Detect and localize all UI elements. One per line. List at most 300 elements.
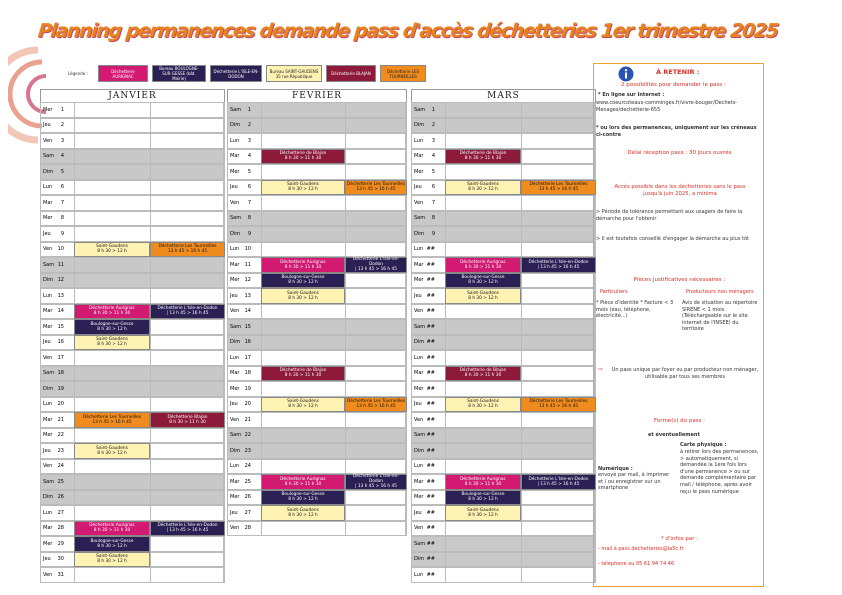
event-location: Déchetterie Les Tourneilles [347, 182, 405, 188]
slot-afternoon [522, 134, 595, 148]
event-hours: 8 h 30 > 11 h 30 [284, 156, 322, 162]
event-hours: 8 h 30 > 11 h 30 [169, 419, 206, 425]
day-label [228, 367, 262, 381]
event-hours: | 13 h 45 > 16 h 45 [537, 264, 580, 270]
day-number: 4 [60, 153, 64, 160]
day-label [41, 460, 75, 474]
day-number: ## [426, 385, 435, 392]
event-hours: 13 h 45 > 16 h 45 [538, 187, 579, 193]
day-row [40, 397, 225, 413]
slot-morning [446, 460, 522, 474]
event-tourneilles [345, 397, 407, 413]
slot-morning [262, 382, 346, 396]
slot-morning [446, 227, 522, 241]
slot-afternoon [151, 289, 224, 303]
event-aurignac [74, 521, 150, 537]
day-number: ## [426, 463, 435, 470]
day-row [227, 195, 407, 211]
day-label [412, 367, 446, 381]
slot-afternoon [522, 506, 595, 520]
delay-text: Délai réception pass : 30 jours ouvrés [627, 150, 732, 156]
event-location: Boulogne-sur-Gesse [281, 275, 325, 281]
event-location: Déchetterie Aurignac [460, 476, 506, 482]
slot-morning [446, 336, 522, 350]
slot-morning [262, 134, 346, 148]
day-row [227, 242, 407, 258]
numerique-text: envoyé par mail, à imprimer et / ou enregistrer sur un smartphone [598, 472, 670, 492]
event-hours: | 13 h 45 > 16 h 45 [537, 481, 580, 487]
day-number: ## [426, 571, 435, 578]
event-location: Déchetterie de Blajan [279, 368, 327, 374]
day-label [228, 196, 262, 210]
contact-phone[interactable]: - téléphone au 05 61 94 74 46 [598, 561, 675, 567]
slot-morning [75, 258, 151, 272]
day-row [411, 118, 596, 134]
day-name: Mar [230, 153, 240, 160]
slot-afternoon [522, 553, 595, 567]
slot-afternoon [151, 150, 224, 164]
day-label [41, 429, 75, 443]
event-boulogne [261, 273, 345, 289]
event-stgaudens [74, 242, 150, 258]
slot-afternoon [151, 274, 224, 288]
event-location: Saint-Gaudens [467, 507, 499, 513]
day-row [411, 412, 596, 428]
day-label [228, 320, 262, 334]
day-name: Sam [414, 432, 426, 439]
day-name: Dim [230, 122, 241, 129]
slot-morning [446, 382, 522, 396]
day-number: 13 [57, 292, 64, 299]
event-stgaudens [74, 552, 150, 568]
slot-afternoon [522, 460, 595, 474]
event-location: Déchetterie L'Isle-en-Dodon [528, 476, 589, 482]
slot-afternoon [151, 165, 224, 179]
event-location: Déchetterie Les Tourneilles [83, 414, 141, 420]
day-name: Dim [414, 339, 425, 346]
slot-afternoon [522, 243, 595, 257]
day-name: Lun [43, 509, 53, 516]
day-label [41, 568, 75, 582]
info-panel [593, 63, 764, 587]
day-name: Jeu [43, 339, 51, 346]
event-hours: 13 h 45 > 16 h 45 [167, 249, 208, 255]
slot-afternoon [522, 212, 595, 226]
day-number: 9 [431, 230, 435, 237]
event-hours: 8 h 30 > 11 h 30 [93, 528, 131, 534]
day-row [40, 288, 225, 304]
event-hours: 8 h 30 > 11 h 30 [464, 373, 502, 379]
day-row [40, 428, 225, 444]
day-name: Lun [230, 246, 240, 253]
day-label [228, 119, 262, 133]
day-number: 4 [247, 153, 251, 160]
slot-afternoon [346, 103, 406, 117]
day-number: 18 [57, 370, 64, 377]
day-number: 28 [244, 525, 251, 532]
day-label [41, 320, 75, 334]
event-hours: 8 h 30 > 12 h [468, 187, 498, 193]
day-label [412, 258, 446, 272]
event-hours: 8 h 30 > 12 h [97, 450, 127, 456]
slot-afternoon [151, 196, 224, 210]
day-number: ## [426, 401, 435, 408]
event-aurignac [445, 257, 521, 273]
slot-morning [262, 460, 346, 474]
event-isle [345, 474, 407, 490]
day-row [40, 350, 225, 366]
day-label [228, 522, 262, 536]
event-blajan [261, 149, 345, 165]
day-row [40, 180, 225, 196]
day-label [41, 491, 75, 505]
event-location: Déchetterie Les Tourneilles [529, 182, 588, 188]
day-label [41, 537, 75, 551]
arrow-icon: ⇨ [598, 366, 604, 373]
day-number: 4 [431, 153, 435, 160]
event-location: Déchetterie L'Isle-en-Dodon [157, 523, 218, 529]
slot-afternoon [151, 103, 224, 117]
slot-afternoon [522, 351, 595, 365]
event-hours: 8 h 30 > 12 h [97, 559, 127, 565]
event-hours: 13 h 45 > 16 h 45 [92, 419, 132, 425]
event-location: Saint-Gaudens [287, 290, 319, 296]
particuliers-heading: Particuliers [600, 289, 628, 295]
day-number: 2 [431, 122, 435, 129]
day-label [228, 429, 262, 443]
day-number: 21 [57, 416, 64, 423]
day-name: Jeu [43, 230, 51, 237]
slot-afternoon [151, 227, 224, 241]
event-hours: 8 h 30 > 12 h [97, 342, 127, 348]
slot-morning [446, 103, 522, 117]
day-row [227, 164, 407, 180]
event-hours: | 13 h 45 > 16 h 45 [166, 528, 209, 534]
slot-morning [75, 181, 151, 195]
day-name: Mer [230, 385, 240, 392]
day-label [412, 320, 446, 334]
day-number: 16 [244, 339, 251, 346]
day-row [227, 443, 407, 459]
slot-afternoon [522, 491, 595, 505]
slot-afternoon [346, 289, 406, 303]
day-number: 10 [57, 246, 64, 253]
day-name: Mer [230, 168, 240, 175]
slot-afternoon [346, 491, 406, 505]
event-location: Déchetterie de Blajan [279, 151, 327, 157]
day-label [41, 103, 75, 117]
day-name: Mer [43, 215, 53, 222]
event-tourneilles [74, 412, 150, 428]
slot-morning [75, 491, 151, 505]
day-number: 15 [244, 323, 251, 330]
day-label [228, 491, 262, 505]
day-label [41, 522, 75, 536]
day-row [40, 102, 225, 118]
day-name: Jeu [414, 401, 422, 408]
event-boulogne [445, 490, 521, 506]
day-name: Mer [414, 277, 424, 284]
day-name: Jeu [414, 184, 422, 191]
slot-morning [446, 165, 522, 179]
slot-afternoon [522, 165, 595, 179]
event-hours: 8 h 30 > 11 h 30 [284, 481, 322, 487]
day-number: 30 [57, 556, 64, 563]
day-number: 7 [60, 199, 64, 206]
slot-afternoon [151, 119, 224, 133]
slot-morning [75, 506, 151, 520]
day-row [40, 257, 225, 273]
day-row [227, 335, 407, 351]
slot-afternoon [151, 568, 224, 582]
slot-morning [262, 103, 346, 117]
event-boulogne [74, 319, 150, 335]
event-stgaudens [445, 180, 521, 196]
day-label [412, 103, 446, 117]
day-label [412, 522, 446, 536]
slot-morning [75, 212, 151, 226]
day-number: 20 [57, 401, 64, 408]
slot-morning [75, 460, 151, 474]
day-row [411, 521, 596, 537]
day-number: 22 [57, 432, 64, 439]
day-number: ## [426, 308, 435, 315]
day-name: Ven [414, 525, 424, 532]
day-label [412, 243, 446, 257]
day-number: 24 [244, 463, 251, 470]
day-name: Mer [414, 494, 424, 501]
event-location: Déchetterie L'Isle-en-Dodon [528, 259, 589, 265]
event-isle [150, 521, 225, 537]
day-name: Lun [414, 571, 424, 578]
day-number: 16 [57, 339, 64, 346]
slot-afternoon [522, 150, 595, 164]
day-label [41, 274, 75, 288]
day-number: 27 [57, 509, 64, 516]
slot-morning [75, 119, 151, 133]
day-label [228, 243, 262, 257]
event-location: Saint-Gaudens [467, 182, 499, 188]
event-isle [521, 474, 596, 490]
day-name: Jeu [43, 447, 51, 454]
slot-morning [262, 227, 346, 241]
day-name: Sam [43, 478, 55, 485]
day-number: 21 [244, 416, 251, 423]
day-name: Ven [414, 199, 424, 206]
day-label [41, 413, 75, 427]
slot-afternoon [522, 568, 595, 582]
slot-morning [446, 196, 522, 210]
slot-morning [262, 305, 346, 319]
event-hours: 8 h 30 > 11 h 30 [464, 156, 502, 162]
event-stgaudens [445, 505, 521, 521]
event-hours: 8 h 30 > 12 h [468, 497, 498, 503]
event-hours: 8 h 30 > 12 h [288, 280, 318, 286]
slot-morning [75, 227, 151, 241]
event-location: Saint-Gaudens [96, 244, 128, 250]
slot-morning [75, 289, 151, 303]
day-row [227, 102, 407, 118]
day-row [227, 226, 407, 242]
day-number: ## [426, 416, 435, 423]
day-number: ## [426, 525, 435, 532]
day-label [412, 444, 446, 458]
legend-item: Déchetterie LES TOURNEILLES [380, 65, 426, 82]
day-name: Jeu [414, 292, 422, 299]
slot-afternoon [151, 134, 224, 148]
day-row [40, 505, 225, 521]
legend-label: Légende : [68, 71, 88, 76]
day-name: Ven [43, 246, 53, 253]
day-label [41, 227, 75, 241]
day-name: Jeu [230, 184, 238, 191]
day-number: ## [426, 447, 435, 454]
day-row [40, 490, 225, 506]
event-location: Déchetterie L'Isle-en-Dodon [352, 256, 400, 268]
slot-afternoon [346, 336, 406, 350]
event-location: Boulogne-sur-Gesse [90, 321, 134, 327]
slot-afternoon [151, 429, 224, 443]
day-label [41, 398, 75, 412]
slot-afternoon [522, 522, 595, 536]
event-hours: 8 h 30 > 11 h 30 [464, 481, 502, 487]
slot-afternoon [346, 382, 406, 396]
day-number: 23 [244, 447, 251, 454]
event-location: Saint-Gaudens [467, 290, 499, 296]
day-number: 1 [431, 106, 435, 113]
slot-morning [446, 568, 522, 582]
day-name: Mer [230, 277, 240, 284]
day-name: Mer [43, 540, 53, 547]
day-label [228, 351, 262, 365]
slot-morning [262, 413, 346, 427]
day-row [227, 133, 407, 149]
day-label [412, 165, 446, 179]
day-name: Sam [414, 106, 426, 113]
day-row [411, 164, 596, 180]
day-row [40, 381, 225, 397]
day-name: Mer [43, 323, 53, 330]
day-label [228, 475, 262, 489]
slot-afternoon [151, 506, 224, 520]
day-name: Lun [230, 354, 240, 361]
day-number: 13 [244, 292, 251, 299]
day-label [228, 274, 262, 288]
month-header: MARS [411, 89, 596, 102]
day-row [411, 242, 596, 258]
event-hours: 8 h 30 > 12 h [288, 404, 318, 410]
day-name: Ven [230, 308, 240, 315]
day-number: 6 [247, 184, 251, 191]
slot-morning [446, 429, 522, 443]
day-name: Dim [43, 385, 54, 392]
day-name: Mar [230, 370, 240, 377]
day-name: Lun [43, 292, 53, 299]
event-boulogne [74, 536, 150, 552]
access-text: Accès possible dans les déchetteries sans le pass jusqu'à juin 2025, a minima [614, 184, 746, 197]
day-number: ## [426, 370, 435, 377]
day-row [40, 567, 225, 583]
day-row [227, 319, 407, 335]
day-number: 20 [244, 401, 251, 408]
slot-afternoon [346, 212, 406, 226]
day-row [40, 195, 225, 211]
day-number: 1 [247, 106, 251, 113]
day-number: 12 [244, 277, 251, 284]
day-label [412, 119, 446, 133]
month-header: FEVRIER [227, 89, 407, 102]
day-label [41, 150, 75, 164]
day-name: Sam [43, 261, 55, 268]
day-label [412, 398, 446, 412]
contact-mail[interactable]: - mail à pass.dechetteries@la5c.fr [598, 546, 684, 552]
day-number: ## [426, 494, 435, 501]
day-label [41, 351, 75, 365]
day-number: 9 [247, 230, 251, 237]
slot-afternoon [522, 537, 595, 551]
day-label [412, 305, 446, 319]
day-label [41, 382, 75, 396]
day-number: 6 [60, 184, 64, 191]
day-label [41, 212, 75, 226]
event-hours: 13 h 45 > 16 h 45 [356, 404, 396, 410]
slot-morning [446, 119, 522, 133]
day-name: Ven [43, 463, 53, 470]
day-label [228, 444, 262, 458]
day-number: 15 [57, 323, 64, 330]
day-label [228, 460, 262, 474]
slot-afternoon [151, 491, 224, 505]
event-location: Déchetterie L'Isle-en-Dodon [157, 306, 218, 312]
slot-morning [75, 398, 151, 412]
event-isle [150, 304, 225, 320]
slot-afternoon [522, 444, 595, 458]
online-label: * En ligne sur Internet : [598, 92, 665, 98]
legend-item: Bureau BOULOGNE-SUR-GESSE (bât. Mairie) [152, 65, 206, 82]
slot-afternoon [151, 181, 224, 195]
legend [68, 65, 426, 82]
slot-afternoon [522, 196, 595, 210]
day-row [227, 412, 407, 428]
day-label [41, 475, 75, 489]
day-label [228, 258, 262, 272]
day-name: Sam [230, 323, 242, 330]
slot-morning [446, 243, 522, 257]
slot-afternoon [346, 165, 406, 179]
event-location: Déchetterie Aurignac [280, 476, 326, 482]
day-number: 26 [57, 494, 64, 501]
slot-afternoon [346, 243, 406, 257]
panel-heading: À RETENIR : [656, 68, 700, 76]
day-row [227, 304, 407, 320]
event-tourneilles [521, 397, 596, 413]
slot-morning [75, 274, 151, 288]
day-name: Ven [414, 416, 424, 423]
day-row [411, 459, 596, 475]
slot-afternoon [522, 367, 595, 381]
day-label [412, 537, 446, 551]
event-location: Saint-Gaudens [287, 182, 319, 188]
slot-morning [262, 196, 346, 210]
event-location: Déchetterie Aurignac [460, 259, 506, 265]
day-label [412, 460, 446, 474]
online-url[interactable]: www.coeurcoteaux-comminges.fr/vivre-bouger/Dechets-Menages/dechetterie-655 [596, 100, 738, 113]
event-aurignac [74, 304, 150, 320]
day-name: Jeu [230, 401, 238, 408]
day-number: 8 [60, 215, 64, 222]
day-number: 5 [431, 168, 435, 175]
day-row [40, 273, 225, 289]
